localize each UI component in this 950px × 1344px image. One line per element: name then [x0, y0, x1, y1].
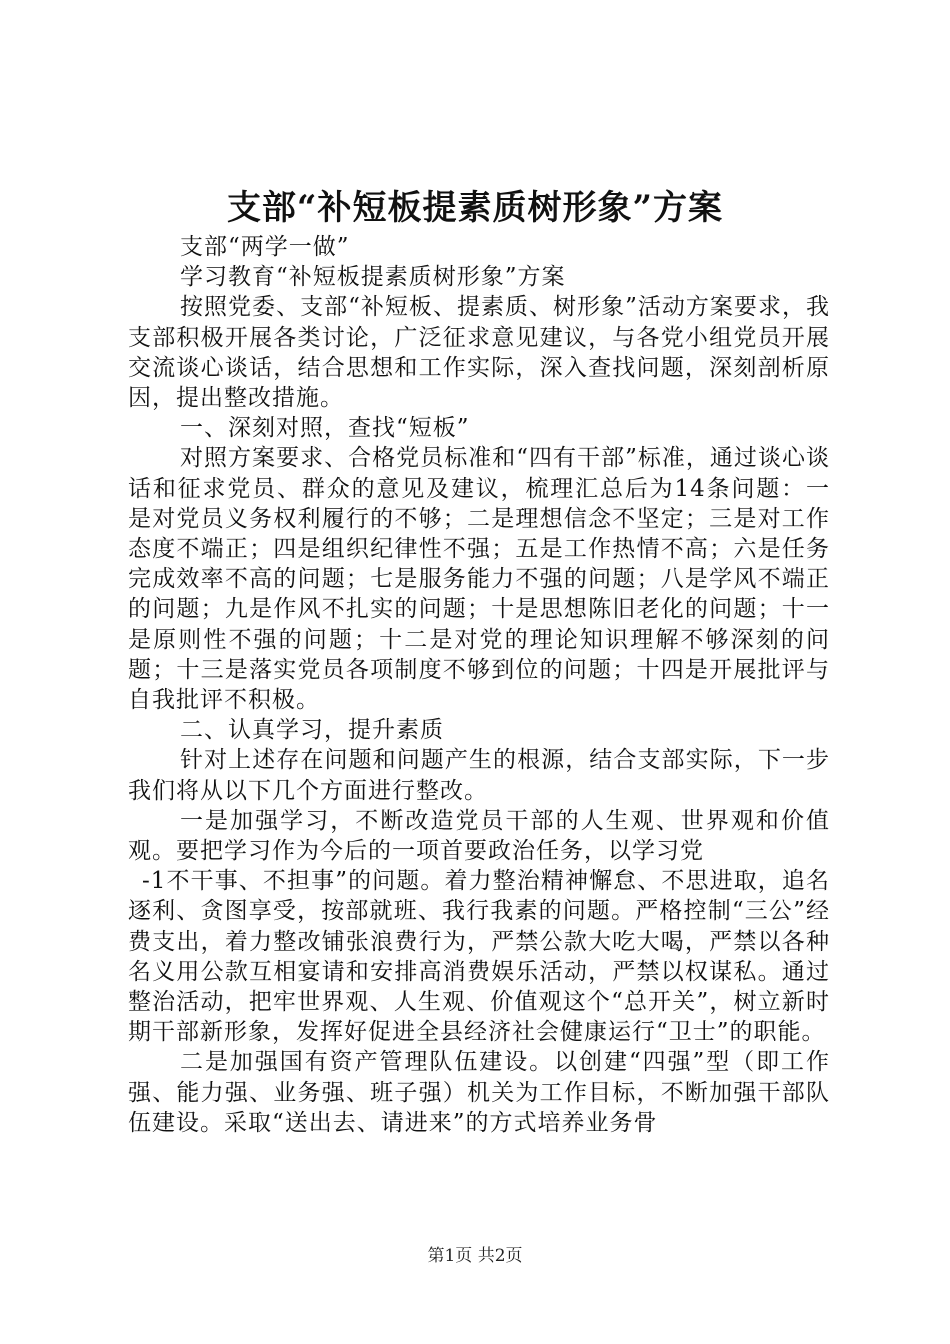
page-number-footer: 第1页 共2页 — [427, 1246, 523, 1266]
paragraph-subtitle-1: 支部“两学一做” — [180, 234, 350, 260]
paragraph-measure-1: 一是加强学习，不断改造党员干部的人生观、世界观和价值观。要把学习作为今后的一项首要政治任务，以学习党 — [128, 807, 830, 865]
document-body — [128, 232, 830, 1138]
paragraph-measure-2: 二是加强国有资产管理队伍建设。以创建“四强”型（即工作强、能力强、业务强、班子强）机关为工作目标，不断加强干部队伍建设。采取“送出去、请进来”的方式培养业务骨 — [128, 1049, 830, 1136]
paragraph-problems: 对照方案要求、合格党员标准和“四有干部”标准，通过谈心谈话和征求党员、群众的意见及建议，梳理汇总后为14条问题：一是对党员义务权利履行的不够；二是理想信念不坚定；三是对工作态度不端正；四是组织纪律性不强；五是工作热情不高；六是任务完成效率不高的问题；七是服务能力不强的问题；八是学风不端正的问题；九是作风不扎实的问题；十是思想陈旧老化的问题；十一是原则性不强的问题；十二是对党的理论知识理解不够深刻的问题；十三是落实党员各项制度不够到位的问题；十四是开展批评与自我批评不积极。 — [128, 445, 830, 714]
document-title: 支部“补短板提素质树形象”方案 — [226, 188, 724, 228]
paragraph-subtitle-2: 学习教育“补短板提素质树形象”方案 — [180, 264, 566, 291]
paragraph-continuation: -1不干事、不担事”的问题。着力整治精神懈怠、不思进取，追名逐利、贪图享受，按部就班、我行我素的问题。严格控制“三公”经费支出，着力整改铺张浪费行为，严禁公款大吃大喝，严禁以各种名义用公款互相宴请和安排高消费娱乐活动，严禁以权谋私。通过整治活动，把牢世界观、人生观、价值观这个“总开关”，树立新时期干部新形象，发挥好促进全县经济社会健康运行“卫士”的职能。 — [128, 868, 830, 1046]
section-heading-1: 一、深刻对照，查找“短板” — [180, 415, 470, 442]
paragraph-rectification: 针对上述存在问题和问题产生的根源，结合支部实际，下一步我们将从以下几个方面进行整改。 — [128, 747, 830, 804]
section-heading-2: 二、认真学习，提升素质 — [180, 717, 444, 744]
paragraph-intro: 按照党委、支部“补短板、提素质、树形象”活动方案要求，我支部积极开展各类讨论，广泛征求意见建议，与各党小组党员开展交流谈心谈话，结合思想和工作实际，深入查找问题，深刻剖析原因，提出整改措施。 — [128, 294, 830, 412]
